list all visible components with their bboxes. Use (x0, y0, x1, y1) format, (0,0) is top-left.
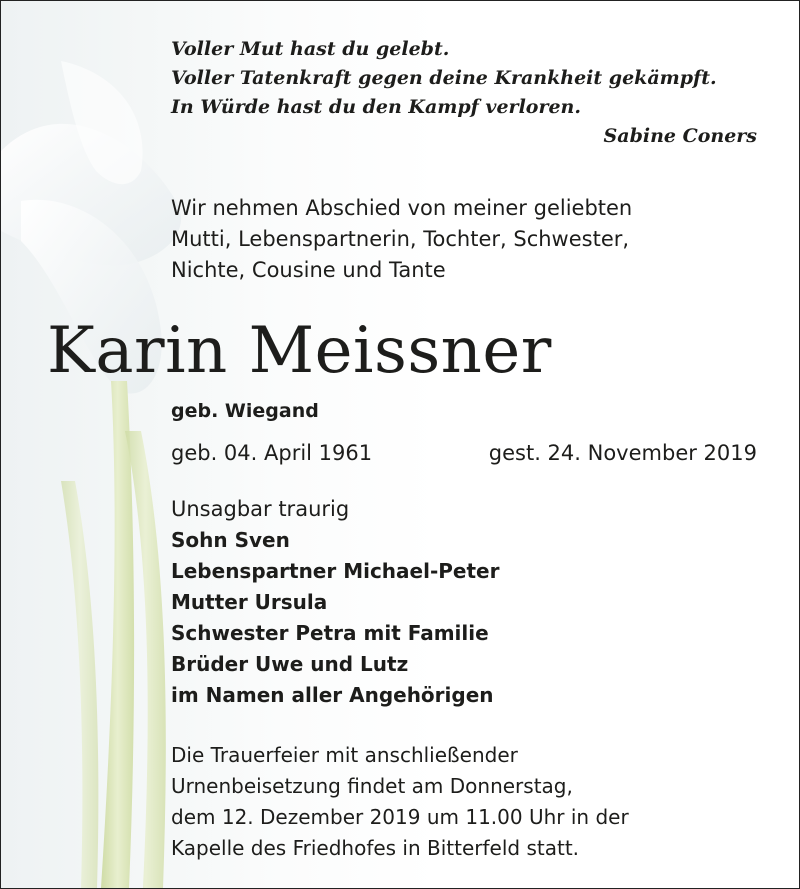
funeral-line: Kapelle des Friedhofes in Bitterfeld statt. (171, 836, 580, 860)
death-date: gest. 24. November 2019 (488, 441, 757, 465)
mourner-entry: Mutter Ursula (171, 590, 328, 614)
funeral-line: Die Trauerfeier mit anschließender (171, 743, 518, 767)
funeral-details (171, 740, 771, 864)
intro-line: Mutti, Lebenspartnerin, Tochter, Schwester, (171, 227, 630, 251)
mourners-list (171, 494, 771, 711)
birth-date: geb. 04. April 1961 (171, 441, 373, 465)
poem-line: In Würde hast du den Kampf verloren. (171, 96, 581, 118)
intro-line: Wir nehmen Abschied von meiner geliebten (171, 196, 633, 220)
funeral-line: dem 12. Dezember 2019 um 11.00 Uhr in der (171, 805, 629, 829)
mourner-entry: im Namen aller Angehörigen (171, 683, 494, 707)
poem (171, 35, 771, 151)
poem-line: Voller Tatenkraft gegen deine Krankheit gekämpft. (171, 67, 717, 89)
poem-author: Sabine Coners (603, 125, 757, 147)
farewell-intro (171, 193, 771, 286)
maiden-name: geb. Wiegand (171, 400, 319, 422)
mourner-entry: Lebenspartner Michael-Peter (171, 559, 500, 583)
funeral-line: Urnenbeisetzung findet am Donnerstag, (171, 774, 573, 798)
mourners-lead: Unsagbar traurig (171, 497, 350, 521)
mourner-entry: Brüder Uwe und Lutz (171, 652, 409, 676)
mourner-entry: Schwester Petra mit Familie (171, 621, 489, 645)
deceased-name: Karin Meissner (47, 314, 552, 388)
life-dates (171, 438, 757, 468)
mourner-entry: Sohn Sven (171, 528, 290, 552)
intro-line: Nichte, Cousine und Tante (171, 258, 446, 282)
poem-line: Voller Mut hast du gelebt. (171, 38, 450, 60)
